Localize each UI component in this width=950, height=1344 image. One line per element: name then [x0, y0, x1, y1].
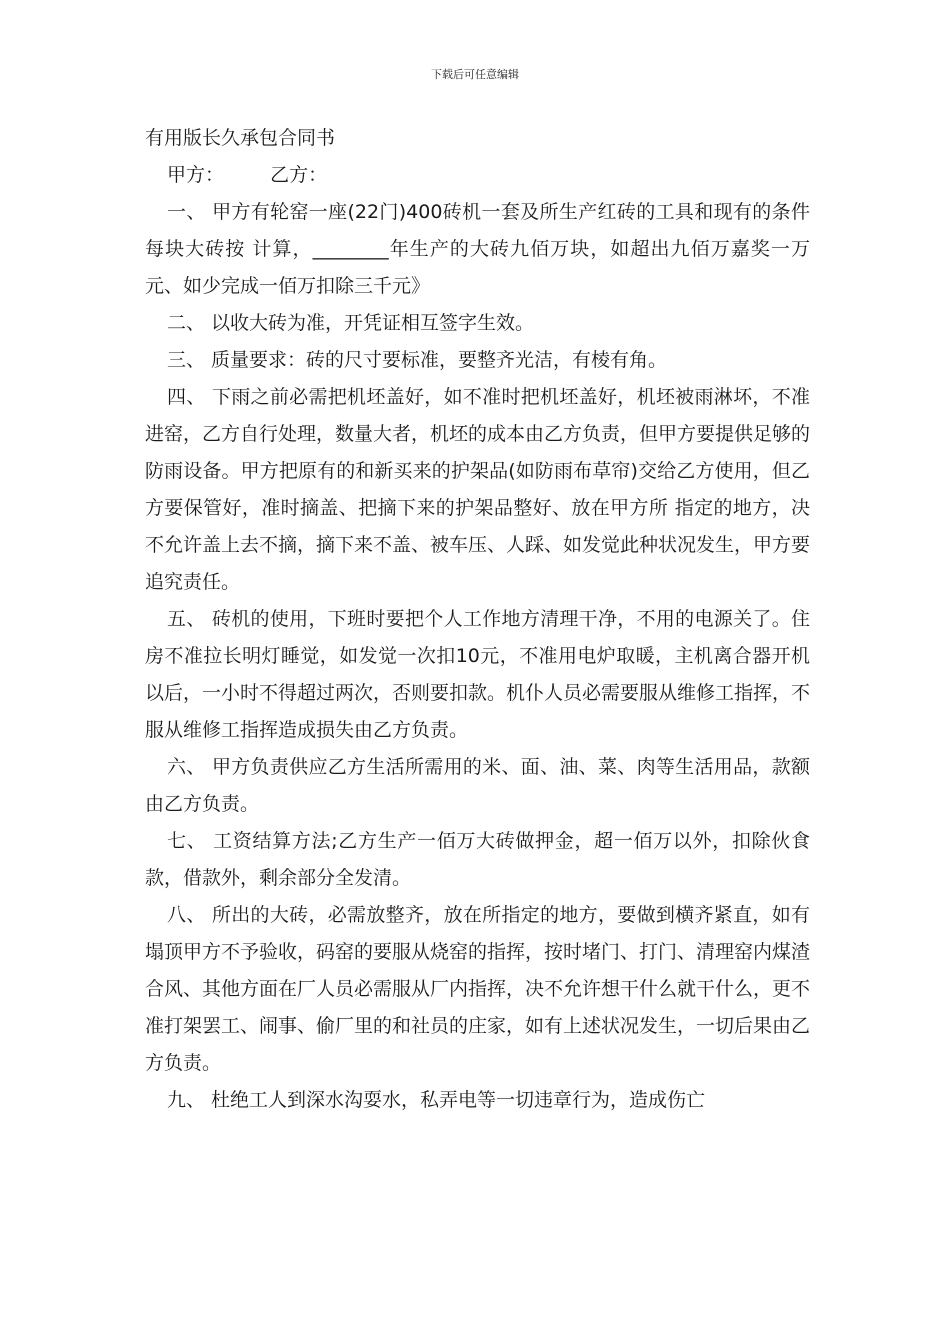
clause-5: 五、 砖机的使用，下班时要把个人工作地方清理干净，不用的电源关了。住房不准拉长明灯睡觉，如发觉一次扣10元，不准用电炉取暖，主机离合器开机以后，一小时不得超过两次，否则要扣款。机仆人员必需要服从维修工指挥，不服从维修工指挥造成损失由乙方负责。	[145, 608, 811, 741]
clause-8: 八、 所出的大砖，必需放整齐，放在所指定的地方，要做到横齐紧直，如有塌顶甲方不予验收，码窑的要服从烧窑的指挥，按时堵门、打门、清理窑内煤渣合风、其他方面在厂人员必需服从厂内指挥，决不允许想干什么就干什么，更不准打架罢工、闹事、偷厂里的和社员的庄家，如有上述状况发生，一切后果由乙方负责。	[145, 904, 811, 1074]
document-title: 有用版长久承包合同书	[145, 127, 336, 149]
clause-9: 九、 杜绝工人到深水沟耍水，私弄电等一切违章行为，造成伤亡	[167, 1089, 706, 1111]
page-header: 下载后可任意编辑	[431, 68, 519, 81]
clause-2: 二、 以收大砖为准，开凭证相互签字生效。	[167, 312, 535, 334]
clause-1: 一、 甲方有轮窑一座(22门)400砖机一套及所生产红砖的工具和现有的条件每块大砖按 计算，________年生产的大砖九佰万块，如超出九佰万嘉奖一万元、如少完成一佰万扣除三千元》	[145, 201, 810, 297]
party-a-label: 甲方：	[167, 164, 225, 186]
clause-6: 六、 甲方负责供应乙方生活所需用的米、面、油、菜、肉等生活用品，款额由乙方负责。	[145, 756, 810, 815]
clause-3: 三、 质量要求：砖的尺寸要标准，要整齐光洁，有棱有角。	[167, 349, 668, 371]
clause-4: 四、 下雨之前必需把机坯盖好，如不准时把机坯盖好，机坯被雨淋坏，不准进窑，乙方自行处理，数量大者，机坯的成本由乙方负责，但甲方要提供足够的防雨设备。甲方把原有的和新买来的护架品(如防雨布草帘)交给乙方使用，但乙方要保管好，准时摘盖、把摘下来的护架品整好、放在甲方所 指定的地方，决不允许盖上去不摘，摘下来不盖、被车压、人踩、如发觉此种状况发生，甲方要追究责任。	[145, 386, 811, 593]
parties-line	[167, 157, 810, 194]
clause-7: 七、 工资结算方法;乙方生产一佰万大砖做押金，超一佰万以外，扣除伙食款，借款外，剩余部分全发清。	[145, 830, 810, 889]
document-body	[145, 120, 810, 1119]
party-b-label: 乙方：	[270, 164, 328, 186]
